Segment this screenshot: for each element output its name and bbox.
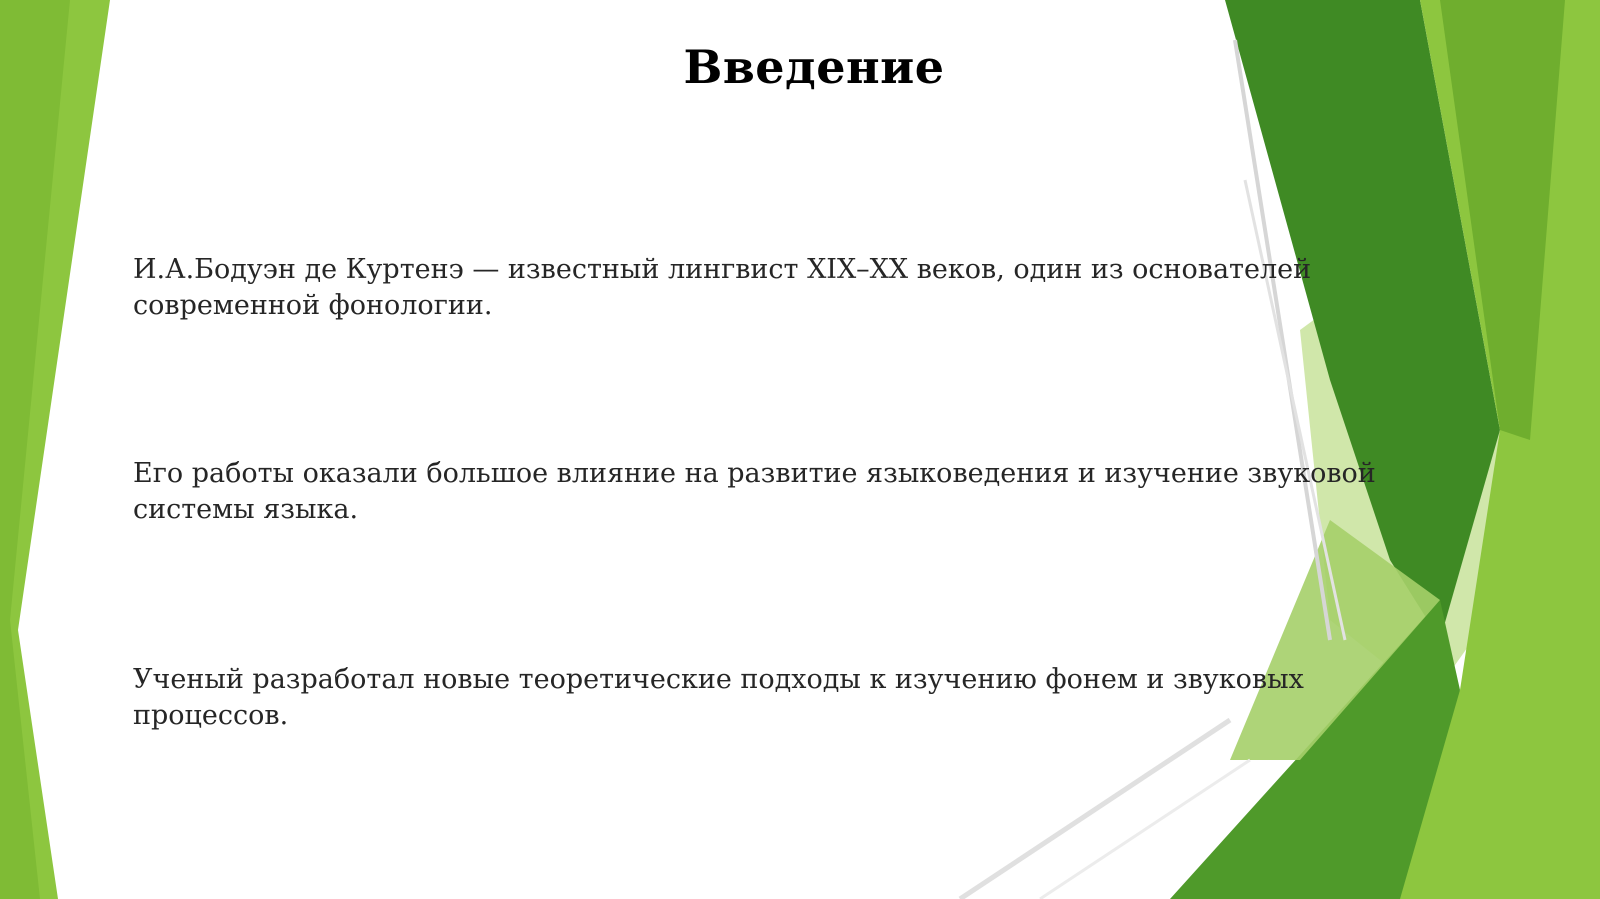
paragraph-1: И.А.Бодуэн де Куртенэ — известный лингвист XIX–XX веков, один из основателей современной фонологии. (133, 254, 1312, 321)
paragraph-2: Его работы оказали большое влияние на развитие языковедения и изучение звуковой системы языка. (133, 458, 1376, 525)
paragraph-3: Ученый разработал новые теоретические подходы к изучению фонем и звуковых процессов. (133, 664, 1304, 731)
grey-line-3 (960, 720, 1230, 899)
slide-title: Введение (683, 40, 945, 94)
